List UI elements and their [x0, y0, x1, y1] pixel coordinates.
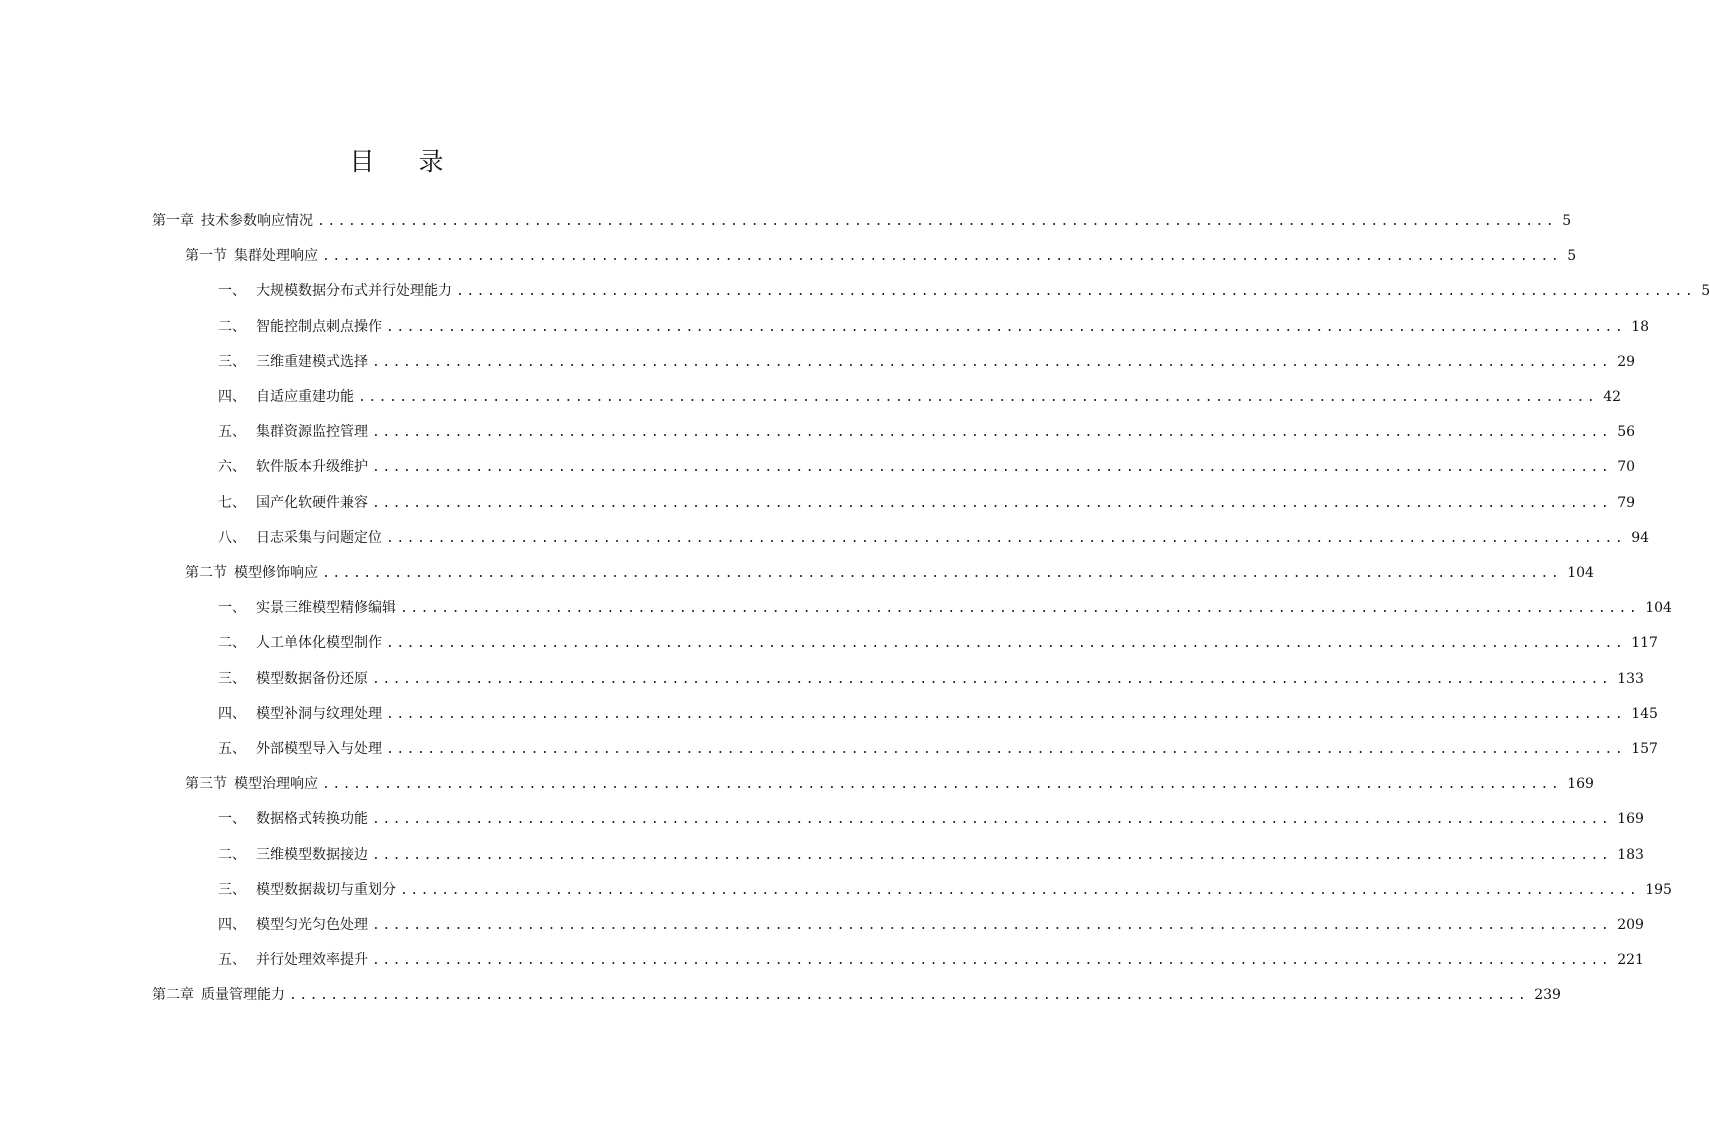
- toc-entry-title: 人工单体化模型制作: [256, 635, 382, 652]
- toc-entry-number: 四、: [218, 705, 246, 722]
- toc-entry-number: 一、: [218, 811, 246, 828]
- toc-entry[interactable]: [185, 556, 1594, 591]
- toc-entry-title: 模型修饰响应: [234, 565, 318, 581]
- toc-dot-leader: ........................................................................................................................: [289, 988, 1529, 1004]
- toc-entry-number: 第一章: [152, 213, 194, 229]
- toc-entry[interactable]: [218, 591, 1672, 626]
- toc-entry[interactable]: [218, 310, 1650, 345]
- toc-entry-number: 一、: [218, 600, 246, 617]
- toc-entry-page: 117: [1631, 635, 1658, 652]
- toc-entry-page: 5: [1567, 248, 1577, 265]
- toc-entry-number: 八、: [218, 529, 246, 546]
- toc-entry[interactable]: [218, 732, 1658, 767]
- toc-dot-leader: ........................................................................................................................: [372, 495, 1612, 511]
- toc-entry-title: 三维重建模式选择: [256, 353, 368, 370]
- toc-dot-leader: ........................................................................................................................: [386, 706, 1626, 722]
- toc-entry-title: 并行处理效率提升: [256, 952, 368, 969]
- toc-entry-title: 集群处理响应: [234, 248, 318, 265]
- toc-entry-number: 四、: [218, 917, 246, 933]
- toc-entry-number: 五、: [218, 952, 246, 969]
- toc-entry-number: 三、: [218, 353, 246, 370]
- toc-entry-title: 外部模型导入与处理: [256, 741, 382, 757]
- toc-entry-page: 133: [1617, 670, 1644, 687]
- toc-entry-number: 一、: [218, 283, 246, 300]
- toc-entry[interactable]: [218, 486, 1636, 521]
- toc-entry[interactable]: [185, 239, 1577, 274]
- toc-entry-title: 集群资源监控管理: [256, 424, 368, 441]
- toc-dot-leader: ........................................................................................................................: [372, 425, 1612, 441]
- toc-entry-number: 五、: [218, 741, 246, 757]
- toc-dot-leader: ........................................................................................................................: [317, 214, 1557, 229]
- toc-entry-page: 183: [1617, 846, 1644, 863]
- toc-dot-leader: ........................................................................................................................: [400, 601, 1640, 617]
- toc-entry-title: 模型数据裁切与重划分: [256, 881, 396, 898]
- toc-entry-page: 104: [1645, 600, 1672, 617]
- toc-entry[interactable]: [218, 380, 1622, 415]
- toc-entry-page: 104: [1567, 565, 1594, 581]
- page-title: 目 录: [349, 147, 462, 176]
- toc-entry[interactable]: [152, 204, 1572, 239]
- toc-dot-leader: ........................................................................................................................: [322, 566, 1562, 581]
- toc-entry-title: 模型数据备份还原: [256, 670, 368, 687]
- toc-entry[interactable]: [218, 274, 1710, 309]
- toc-entry[interactable]: [218, 697, 1658, 732]
- toc-entry[interactable]: [185, 767, 1594, 802]
- toc-entry-title: 日志采集与问题定位: [256, 529, 382, 546]
- toc-dot-leader: ........................................................................................................................: [386, 530, 1626, 546]
- toc-dot-leader: ........................................................................................................................: [372, 812, 1612, 828]
- toc-entry-page: 221: [1617, 952, 1644, 969]
- toc-entry[interactable]: [152, 978, 1561, 1013]
- toc-entry-number: 第一节: [185, 248, 227, 265]
- toc-entry-number: 第二章: [152, 987, 194, 1004]
- toc-entry[interactable]: [218, 943, 1644, 978]
- toc-entry[interactable]: [218, 345, 1636, 380]
- toc-entry-page: 145: [1631, 705, 1658, 722]
- toc-entry-title: 模型补洞与纹理处理: [256, 705, 382, 722]
- toc-dot-leader: ........................................................................................................................: [386, 319, 1626, 335]
- toc-entry-number: 第二节: [185, 565, 227, 581]
- toc-entry[interactable]: [218, 450, 1636, 485]
- toc-entry-title: 实景三维模型精修编辑: [256, 600, 396, 617]
- toc-dot-leader: ........................................................................................................................: [456, 284, 1696, 300]
- toc-dot-leader: ........................................................................................................................: [386, 636, 1626, 652]
- toc-dot-leader: ........................................................................................................................: [372, 918, 1612, 933]
- toc-entry-page: 195: [1645, 881, 1672, 898]
- toc-entry[interactable]: [218, 415, 1636, 450]
- toc-entry-number: 二、: [218, 846, 246, 863]
- toc-entry-title: 自适应重建功能: [256, 389, 354, 405]
- toc-entry[interactable]: [218, 662, 1644, 697]
- toc-dot-leader: ........................................................................................................................: [386, 742, 1626, 757]
- toc-entry-title: 三维模型数据接边: [256, 846, 368, 863]
- toc-entry-number: 三、: [218, 670, 246, 687]
- toc-dot-leader: ........................................................................................................................: [358, 390, 1598, 405]
- toc-entry-page: 94: [1631, 529, 1650, 546]
- toc-dot-leader: ........................................................................................................................: [372, 460, 1612, 476]
- toc-dot-leader: ........................................................................................................................: [322, 777, 1562, 793]
- toc-entry-page: 169: [1567, 776, 1594, 793]
- toc-entry[interactable]: [218, 873, 1672, 908]
- toc-dot-leader: ........................................................................................................................: [372, 953, 1612, 969]
- toc-entry-title: 质量管理能力: [201, 987, 285, 1004]
- toc-entry-title: 数据格式转换功能: [256, 811, 368, 828]
- toc-entry-number: 二、: [218, 318, 246, 335]
- toc-entry-title: 模型治理响应: [234, 776, 318, 793]
- toc-entry-title: 软件版本升级维护: [256, 459, 368, 476]
- toc-entry[interactable]: [218, 626, 1658, 661]
- toc-dot-leader: ........................................................................................................................: [322, 249, 1562, 265]
- toc-entry-page: 42: [1603, 389, 1622, 405]
- toc-entry-page: 157: [1631, 741, 1658, 757]
- toc-entry-page: 5: [1562, 213, 1572, 229]
- toc-entry[interactable]: [218, 908, 1644, 943]
- toc-entry-page: 5: [1701, 283, 1710, 300]
- toc-entry-page: 209: [1617, 917, 1644, 933]
- toc-entry-title: 智能控制点刺点操作: [256, 318, 382, 335]
- toc-entry-page: 29: [1617, 353, 1636, 370]
- toc-entry[interactable]: [218, 802, 1644, 837]
- toc-entry-title: 大规模数据分布式并行处理能力: [256, 283, 452, 300]
- toc-entry-number: 三、: [218, 881, 246, 898]
- toc-entry-title: 模型匀光匀色处理: [256, 917, 368, 933]
- toc-entry-number: 五、: [218, 424, 246, 441]
- toc-entry-title: 技术参数响应情况: [201, 213, 313, 229]
- toc-entry-page: 56: [1617, 424, 1636, 441]
- toc-dot-leader: ........................................................................................................................: [400, 882, 1640, 898]
- toc-dot-leader: ........................................................................................................................: [372, 847, 1612, 863]
- toc-dot-leader: ........................................................................................................................: [372, 671, 1612, 687]
- toc-entry[interactable]: [218, 521, 1650, 556]
- toc-entry-page: 239: [1534, 987, 1561, 1004]
- toc-entry-title: 国产化软硬件兼容: [256, 494, 368, 511]
- toc-entry-number: 二、: [218, 635, 246, 652]
- toc-entry-number: 第三节: [185, 776, 227, 793]
- toc-entry-page: 169: [1617, 811, 1644, 828]
- toc-entry-page: 18: [1631, 318, 1650, 335]
- toc-entry-page: 70: [1617, 459, 1636, 476]
- toc-entry-page: 79: [1617, 494, 1636, 511]
- toc-dot-leader: ........................................................................................................................: [372, 354, 1612, 370]
- toc-entry-number: 四、: [218, 389, 246, 405]
- toc-entry[interactable]: [218, 838, 1644, 873]
- toc-entry-number: 六、: [218, 459, 246, 476]
- toc-entry-number: 七、: [218, 494, 246, 511]
